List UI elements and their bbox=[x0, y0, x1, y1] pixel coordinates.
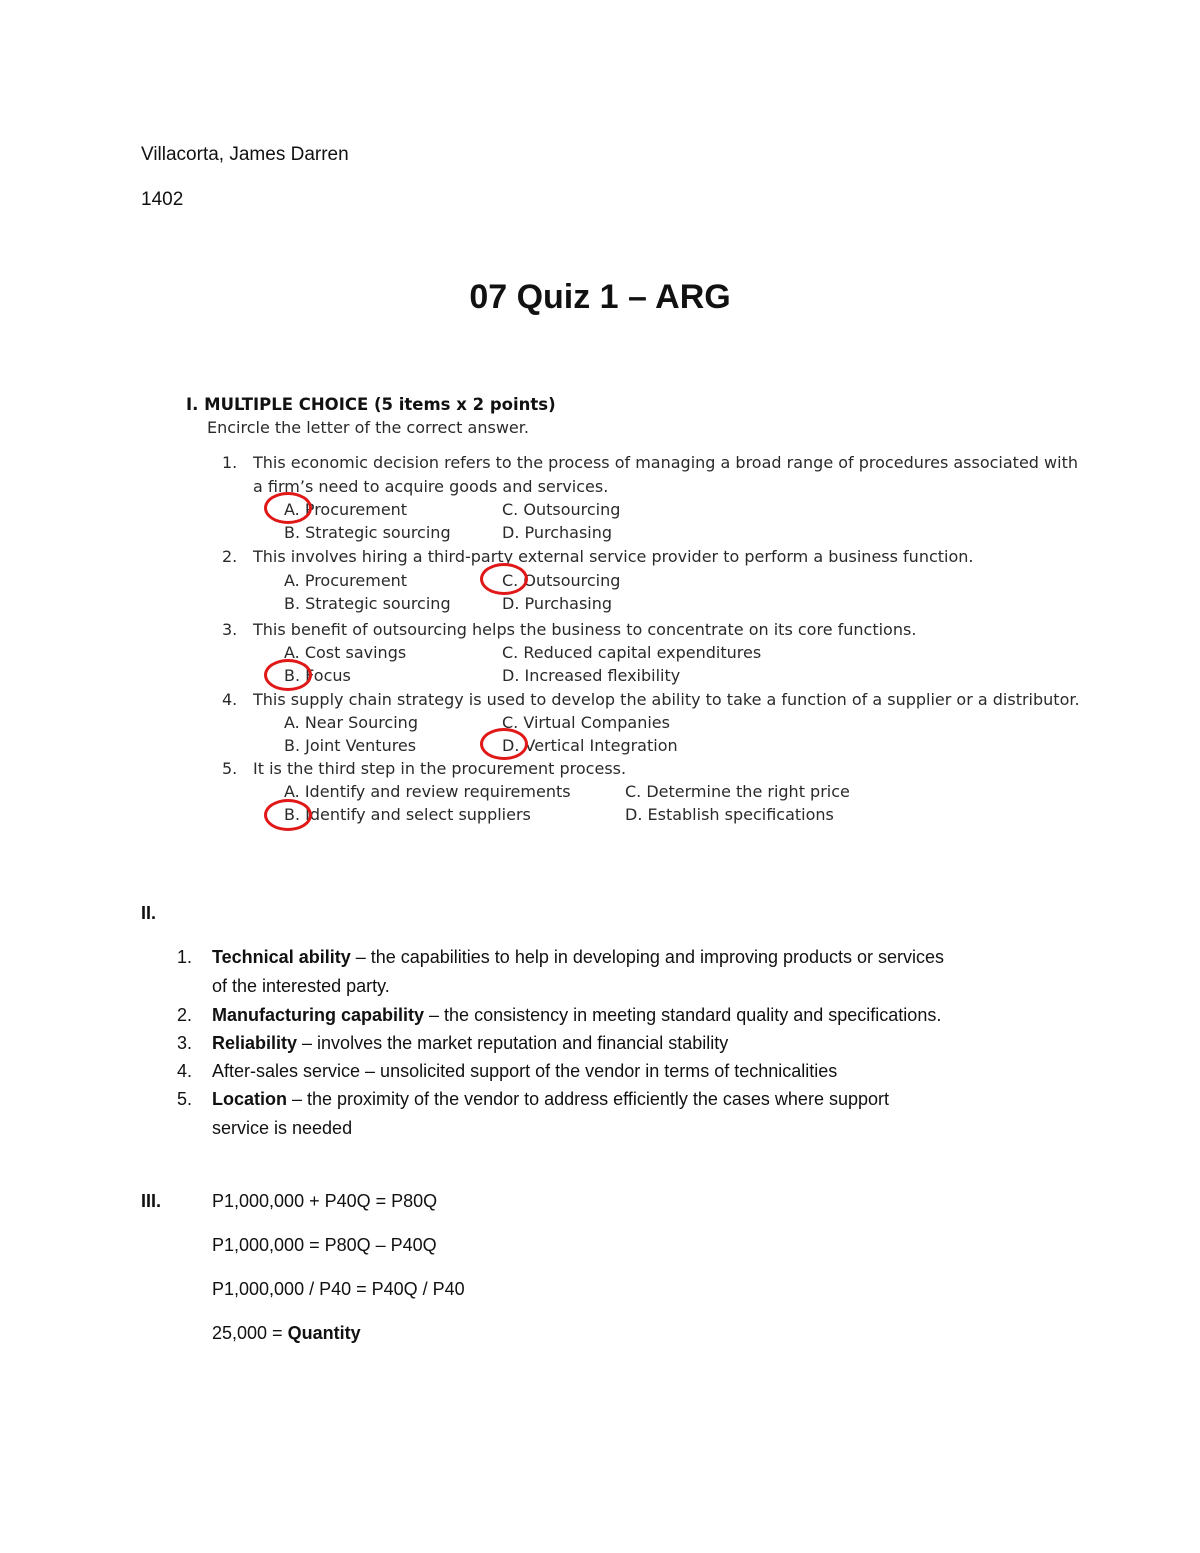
equation-result bbox=[212, 1323, 361, 1344]
answer-circle bbox=[480, 728, 528, 760]
question-number: 1. bbox=[222, 453, 238, 472]
question-text-continued: a firm’s need to acquire goods and services. bbox=[253, 477, 609, 496]
part3-heading: III. bbox=[141, 1191, 162, 1211]
answer-circle bbox=[264, 492, 312, 524]
term: Location bbox=[212, 1089, 287, 1109]
option-a: A. Procurement bbox=[284, 500, 408, 519]
option-a: A. Identify and review requirements bbox=[284, 782, 571, 801]
list-number: 5. bbox=[177, 1089, 193, 1109]
option-d: D. Purchasing bbox=[502, 523, 613, 542]
question-text: This involves hiring a third-party external service provider to perform a business function. bbox=[253, 547, 974, 566]
option-c: C. Outsourcing bbox=[502, 571, 621, 590]
answer-circle bbox=[264, 799, 312, 831]
question-number: 2. bbox=[222, 547, 238, 566]
list-number: 4. bbox=[177, 1061, 193, 1081]
definition: – the consistency in meeting standard quality and specifications. bbox=[424, 1005, 942, 1025]
option-a: A. Procurement bbox=[284, 571, 408, 590]
option-b: B. Strategic sourcing bbox=[284, 594, 451, 613]
list-item bbox=[212, 1033, 728, 1054]
option-d: D. Vertical Integration bbox=[502, 736, 678, 755]
option-c: C. Virtual Companies bbox=[502, 713, 670, 732]
student-section: 1402 bbox=[141, 189, 184, 210]
list-item bbox=[212, 1061, 837, 1082]
list-number: 2. bbox=[177, 1005, 193, 1025]
question-text: This supply chain strategy is used to develop the ability to take a function of a supplier or a distributor. bbox=[253, 690, 1080, 709]
list-item bbox=[212, 1005, 941, 1026]
list-item bbox=[212, 947, 944, 968]
equation-line: P1,000,000 = P80Q – P40Q bbox=[212, 1235, 437, 1255]
definition-continued: service is needed bbox=[212, 1118, 353, 1138]
question-number: 3. bbox=[222, 620, 238, 639]
option-d: D. Increased flexibility bbox=[502, 666, 681, 685]
option-b: B. Joint Ventures bbox=[284, 736, 417, 755]
option-b: B. Strategic sourcing bbox=[284, 523, 451, 542]
option-b: B. Focus bbox=[284, 666, 351, 685]
page-title: 07 Quiz 1 – ARG bbox=[469, 278, 731, 316]
option-d: D. Establish specifications bbox=[625, 805, 834, 824]
option-c: C. Outsourcing bbox=[502, 500, 621, 519]
definition: After-sales service – unsolicited support of the vendor in terms of technicalities bbox=[212, 1061, 838, 1081]
result-label: Quantity bbox=[287, 1323, 361, 1343]
definition-continued: of the interested party. bbox=[212, 976, 390, 996]
question-text: It is the third step in the procurement process. bbox=[253, 759, 627, 778]
answer-circle bbox=[480, 563, 528, 595]
definition: – the proximity of the vendor to address efficiently the cases where support bbox=[287, 1089, 889, 1109]
option-d: D. Purchasing bbox=[502, 594, 613, 613]
answer-circle bbox=[264, 659, 312, 691]
equation-line: P1,000,000 / P40 = P40Q / P40 bbox=[212, 1279, 465, 1299]
term: Technical ability bbox=[212, 947, 351, 967]
mc-heading: I. MULTIPLE CHOICE (5 items x 2 points) bbox=[186, 395, 556, 414]
option-b: B. Identify and select suppliers bbox=[284, 805, 531, 824]
term: Manufacturing capability bbox=[212, 1005, 425, 1025]
list-item bbox=[212, 1089, 889, 1110]
definition: – the capabilities to help in developing and improving products or services bbox=[350, 947, 945, 967]
question-text: This economic decision refers to the process of managing a broad range of procedures associated with bbox=[253, 453, 1078, 472]
equation-line: P1,000,000 + P40Q = P80Q bbox=[212, 1191, 438, 1211]
option-a: A. Cost savings bbox=[284, 643, 407, 662]
result-value: 25,000 = bbox=[212, 1323, 288, 1343]
question-text: This benefit of outsourcing helps the business to concentrate on its core functions. bbox=[253, 620, 917, 639]
question-number: 4. bbox=[222, 690, 238, 709]
term: Reliability bbox=[212, 1033, 298, 1053]
part2-heading: II. bbox=[141, 903, 157, 923]
list-number: 3. bbox=[177, 1033, 193, 1053]
student-name: Villacorta, James Darren bbox=[141, 144, 349, 165]
question-number: 5. bbox=[222, 759, 238, 778]
option-c: C. Determine the right price bbox=[625, 782, 850, 801]
option-c: C. Reduced capital expenditures bbox=[502, 643, 762, 662]
mc-instruction: Encircle the letter of the correct answer. bbox=[207, 418, 529, 437]
option-a: A. Near Sourcing bbox=[284, 713, 418, 732]
list-number: 1. bbox=[177, 947, 193, 967]
definition: – involves the market reputation and financial stability bbox=[297, 1033, 729, 1053]
